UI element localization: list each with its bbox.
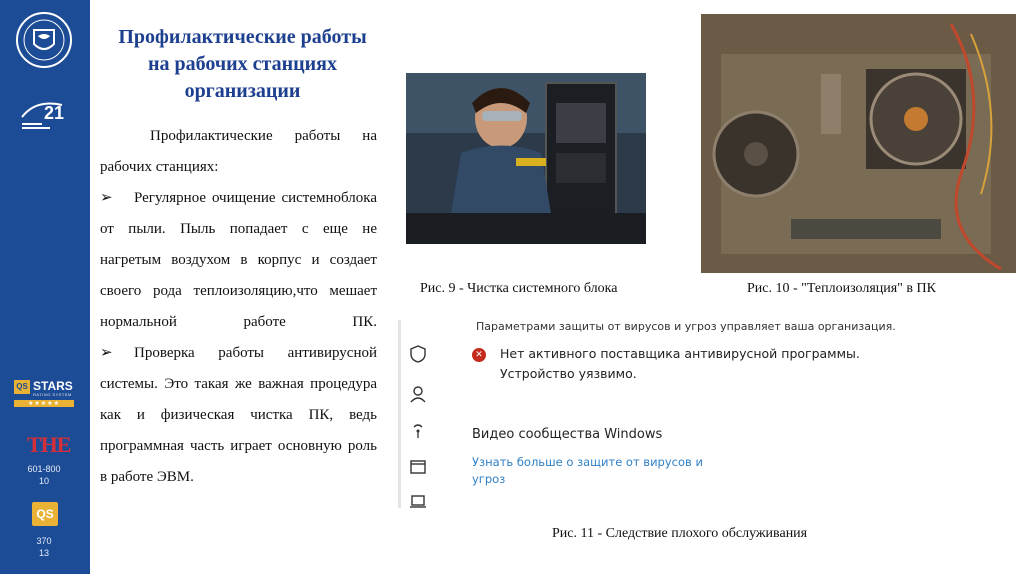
caption-figure-9: Рис. 9 - Чистка системного блока [420, 281, 618, 296]
sidebar [0, 0, 90, 574]
dusty-pc-internals-photo [701, 14, 1016, 273]
managed-by-org-notice: Параметрами защиты от вирусов и угроз управляет ваша организация. [476, 320, 896, 333]
slide-title: Профилактические работы на рабочих станциях организации [118, 26, 367, 102]
technician-cleaning-pc-photo [406, 73, 646, 244]
device-icon[interactable] [409, 494, 427, 508]
body-text [100, 121, 377, 493]
learn-more-link[interactable]: Узнать больше о защите от вирусов и угроз [472, 455, 703, 486]
svg-text:21: 21 [44, 103, 65, 123]
qs-logo: QS [32, 502, 58, 526]
qs-rank: 370 [36, 536, 52, 546]
person-icon[interactable] [409, 385, 427, 403]
intro-paragraph: Профилактические работы на рабочих станциях: [100, 128, 377, 175]
error-x-icon: ✕ [472, 348, 486, 362]
stars-sublabel: RATING SYSTEM [33, 392, 72, 397]
bullet-item-antivirus [100, 338, 377, 493]
the-rank: 601-800 [27, 464, 61, 474]
qs-rank-sub: 13 [38, 548, 49, 558]
the-rank-sub: 10 [38, 476, 49, 486]
bullet-text-dust: Регулярное очищение системноблока от пыли. Пыль попадает с еще не нагретым воздухом в корпус и создает своего рода теплоизоляцию,что мешает нормальной работе ПК. [100, 190, 377, 330]
bullet-item-dust [100, 183, 377, 338]
no-antivirus-warning: Нет активного поставщика антивирусной программы. Устройство уязвимо. [500, 346, 860, 381]
stars-label: STARS [33, 379, 73, 393]
stars-rating: ★★★★★ [14, 400, 74, 407]
shield-icon[interactable] [409, 345, 427, 363]
nav-rail [398, 320, 401, 508]
university-crest-logo [14, 8, 74, 72]
windows-security-screenshot [398, 320, 938, 508]
qs-stars-mark: QS [14, 380, 30, 394]
bullet-text-antivirus: Проверка работы антивирусной системы. Это такая же важная процедура как и физическая чистка ПК, ведь программная часть играет основную роль в работе ЭВМ. [100, 345, 377, 485]
caption-figure-11: Рис. 11 - Следствие плохого обслуживания [552, 526, 808, 541]
community-videos-heading: Видео сообщества Windows [472, 427, 663, 442]
anniversary-21-logo [16, 95, 72, 135]
wireless-icon[interactable] [409, 421, 427, 439]
the-logo: THE [27, 432, 71, 457]
bullet-marker-icon: ➢ [100, 345, 113, 361]
qs-stars-badge [14, 378, 76, 412]
browser-window-icon[interactable] [409, 458, 427, 476]
bullet-marker-icon: ➢ [100, 190, 113, 206]
caption-figure-10: Рис. 10 - "Теплоизоляция" в ПК [747, 281, 936, 296]
